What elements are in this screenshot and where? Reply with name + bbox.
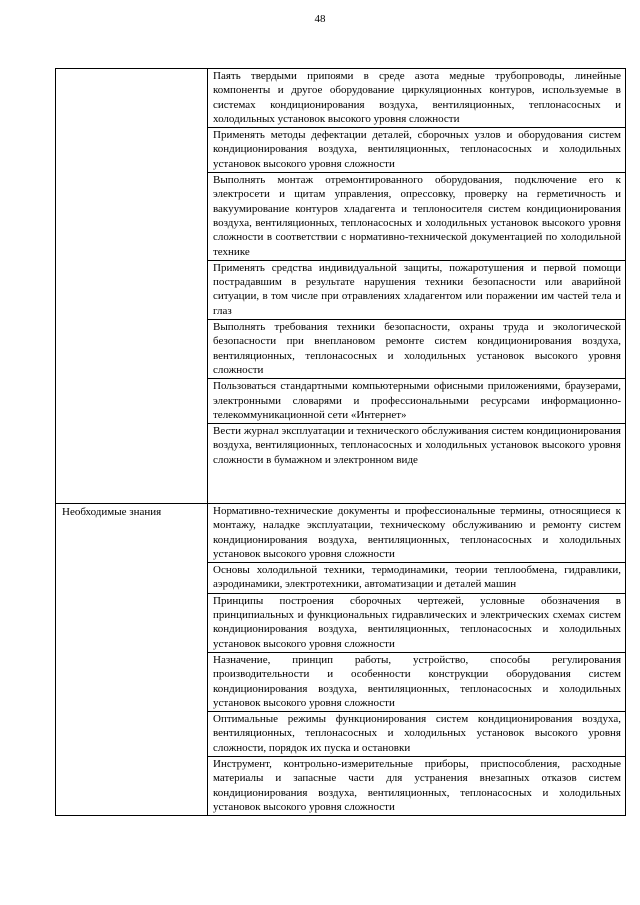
skill-item: Применять методы дефектации деталей, сборочных узлов и оборудования систем кондиционирования воздуха, вентиляционных, теплонасосных и холодильных установок высокого уровня сложности — [208, 127, 625, 172]
skill-item: Паять твердыми припоями в среде азота медные трубопроводы, линейные компоненты и другое оборудование циркуляционных контуров, используемые в системах кондиционирования воздуха, вентиляционных, теплонасосных и холодильных установок высокого уровня сложности — [213, 70, 621, 125]
knowledge-item: Нормативно-технические документы и профессиональные термины, относящиеся к монтажу, наладке эксплуатации, техническому обслуживанию и ремонту систем кондиционирования воздуха, вентиляционных, теплонасосных и холодильных установок высокого уровня сложности — [213, 505, 621, 560]
page-number: 48 — [314, 13, 326, 25]
knowledge-item: Инструмент, контрольно-измерительные приборы, приспособления, расходные материалы и запасные части для устранения внезапных отказов систем кондиционирования воздуха, вентиляционных, теплонасосных и холодильных установок высокого уровня сложности — [208, 756, 625, 815]
knowledge-row — [56, 504, 626, 816]
row-label — [56, 69, 208, 504]
skill-item: Вести журнал эксплуатации и технического обслуживания систем кондиционирования воздуха, вентиляционных, теплонасосных и холодильных установок высокого уровня сложности в бумажном и электронном виде — [208, 423, 625, 468]
knowledge-list — [208, 504, 626, 816]
knowledge-item: Основы холодильной техники, термодинамики, теории теплообмена, гидравлики, аэродинамики, электротехники, автоматизации и деталей машин — [208, 562, 625, 593]
skills-row — [56, 69, 626, 504]
skill-item: Пользоваться стандартными компьютерными офисными приложениями, браузерами, электронными словарями и профессиональными ресурсами информационно-телекоммуникационной сети «Интернет» — [208, 378, 625, 423]
skills-list — [208, 69, 626, 504]
skill-item: Применять средства индивидуальной защиты, пожаротушения и первой помощи пострадавшим в результате нарушения техники безопасности или аварийной ситуации, в том числе при отравлениях хладагентом или поражении им частей тела и глаз — [208, 260, 625, 319]
skill-item: Выполнять монтаж отремонтированного оборудования, подключение его к электросети и щитам управления, опрессовку, проверку на герметичность и вакуумирование контуров хладагента и теплоносителя систем кондиционирования воздуха, вентиляционных, теплонасосных и холодильных установок высокого уровня сложности в соответствии с нормативно-технической документацией по холодильной технике — [208, 172, 625, 260]
competency-table — [55, 68, 626, 816]
skill-item: Выполнять требования техники безопасности, охраны труда и экологической безопасности при внеплановом ремонте систем кондиционирования воздуха, вентиляционных, теплонасосных и холодильных установок высокого уровня сложности — [208, 319, 625, 378]
knowledge-item: Оптимальные режимы функционирования систем кондиционирования воздуха, вентиляционных, теплонасосных и холодильных установок высокого уровня сложности, порядок их пуска и остановки — [208, 711, 625, 756]
row-label-knowledge: Необходимые знания — [56, 504, 208, 816]
knowledge-item: Принципы построения сборочных чертежей, условные обозначения в принципиальных и функциональных гидравлических и электрических схемах систем кондиционирования воздуха, вентиляционных, теплонасосных и холодильных установок высокого уровня сложности — [208, 593, 625, 652]
knowledge-item: Назначение, принцип работы, устройство, способы регулирования производительности и особенности конструкции оборудования систем кондиционирования воздуха, вентиляционных, теплонасосных и холодильных установок высокого уровня сложности — [208, 652, 625, 711]
